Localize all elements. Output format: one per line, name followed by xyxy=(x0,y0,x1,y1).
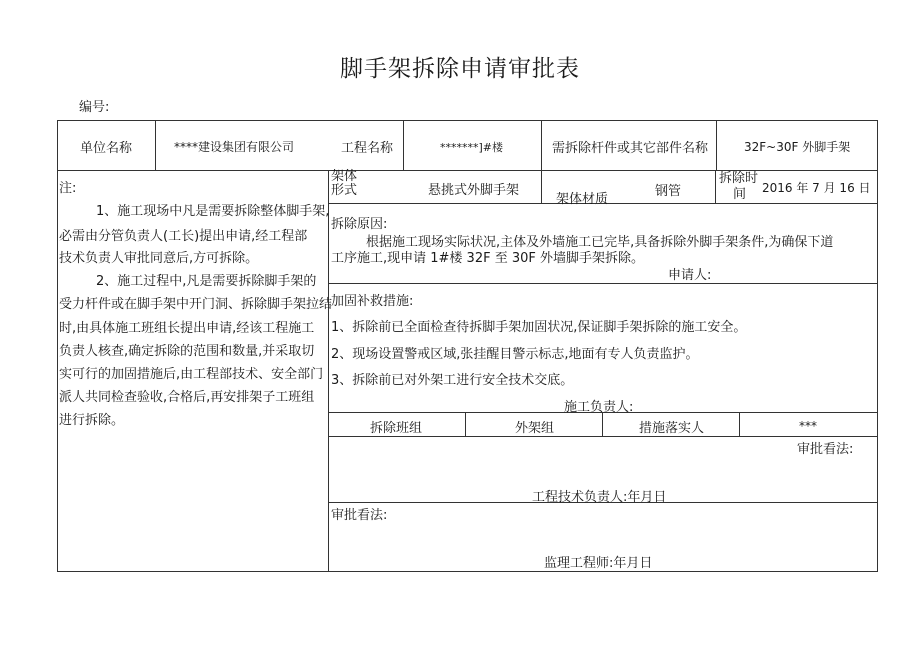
project-name-value: *******]#楼 xyxy=(440,141,504,154)
serial-number-label: 编号: xyxy=(79,100,110,115)
notes-line: 负责人核查,确定拆除的范围和数量,并采取切 xyxy=(59,344,315,359)
demolition-reason-label: 拆除原因: xyxy=(331,217,388,232)
measure-item: 3、拆除前已对外架工进行安全技术交底。 xyxy=(331,373,574,388)
page-title: 脚手架拆除申请审批表 xyxy=(340,56,580,82)
frame-form-label-line1: 架体 xyxy=(331,169,358,184)
applicant-label: 申请人: xyxy=(668,268,712,283)
notes-line: 技术负责人审批同意后,方可拆除。 xyxy=(59,251,259,266)
demolition-reason-text-line2: 工序施工,现申请 1#楼 32F 至 30F 外墙脚手架拆除。 xyxy=(331,251,644,266)
frame-material-value: 钢管 xyxy=(655,184,682,199)
frame-form-value: 悬挑式外脚手架 xyxy=(428,183,520,198)
notes-line: 时,由具体施工班组长提出申请,经该工程施工 xyxy=(59,321,315,336)
demolition-time-value: 2016 年 7 月 16 日 xyxy=(762,181,871,195)
reinforcement-measures-label: 加固补救措施: xyxy=(331,294,414,309)
approval-opinion-label: 审批看法: xyxy=(797,442,854,457)
measure-implementer-label: 措施落实人 xyxy=(639,421,705,436)
frame-material-label: 架体材质 xyxy=(556,192,609,207)
frame-form-label-line2: 形式 xyxy=(331,183,358,198)
demolition-time-label-line1: 拆除时 xyxy=(719,171,759,186)
notes-heading: 注: xyxy=(59,181,77,196)
technical-manager-signature: 工程技术负责人:年月日 xyxy=(532,490,667,505)
notes-line: 实可行的加固措施后,由工程部技术、安全部门 xyxy=(59,367,324,382)
demolition-team-label: 拆除班组 xyxy=(370,421,423,436)
notes-line: 派人共同检查验收,合格后,再安排架子工班组 xyxy=(59,390,315,405)
parts-name-label: 需拆除杆件或其它部件名称 xyxy=(552,141,709,156)
notes-line: 1、施工现场中凡是需要拆除整体脚手架, xyxy=(96,204,330,219)
parts-name-value: 32F~30F 外脚手架 xyxy=(744,140,851,154)
unit-name-label: 单位名称 xyxy=(80,141,133,156)
measure-item: 2、现场设置警戒区域,张挂醒目警示标志,地面有专人负责监护。 xyxy=(331,347,699,362)
unit-name-value: ****建设集团有限公司 xyxy=(174,140,295,154)
demolition-reason-text-line1: 根据施工现场实际状况,主体及外墙施工已完毕,具备拆除外脚手架条件,为确保下道 xyxy=(366,235,834,250)
demolition-time-label-line2: 间 xyxy=(733,187,747,202)
notes-line: 2、施工过程中,凡是需要拆除脚手架的 xyxy=(96,274,317,289)
supervision-opinion-label: 审批看法: xyxy=(331,508,388,523)
implementer-name: *** xyxy=(799,419,817,433)
notes-line: 必需由分管负责人(工长)提出申请,经工程部 xyxy=(59,229,308,244)
notes-line: 进行拆除。 xyxy=(59,413,125,428)
project-name-label: 工程名称 xyxy=(341,141,394,156)
measure-item: 1、拆除前已全面检查待拆脚手架加固状况,保证脚手架拆除的施工安全。 xyxy=(331,320,747,335)
construction-manager-label: 施工负责人: xyxy=(564,400,634,415)
scaffold-team-label: 外架组 xyxy=(515,421,555,436)
notes-line: 受力杆件或在脚手架中开门洞、拆除脚手架拉结 xyxy=(59,297,333,312)
supervising-engineer-signature: 监理工程师:年月日 xyxy=(544,556,653,571)
